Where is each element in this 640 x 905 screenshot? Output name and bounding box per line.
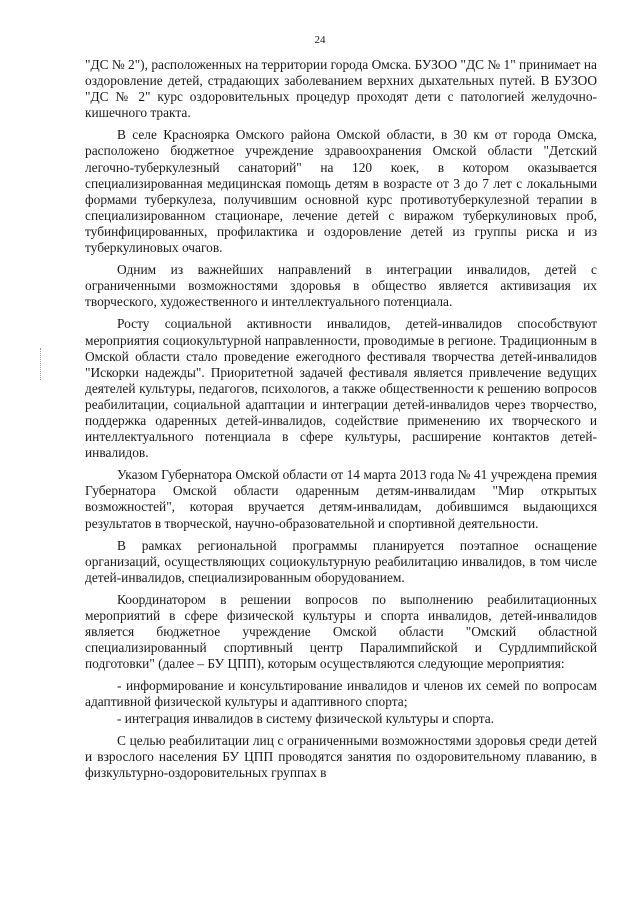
paragraph-festival: Росту социальной активности инвалидов, детей-инвалидов способствуют мероприятия социокультурной направленности, проводимые в регионе. Традиционным в Омской области стало проведение ежегодного фестиваля творчества детей-инвалидов "Искорки надежды". Приоритетной задачей фестиваля является привлечение ведущих деятелей культуры, педагогов, психологов, а также общественности к решению вопросов реабилитации, социальной адаптации и интеграции детей-инвалидов через творчество, поддержка одаренных детей-инвалидов, содействие применению их творческого и интеллектуального потенциала в сфере культуры, расширение контактов детей-инвалидов. bbox=[85, 316, 597, 461]
paragraph-sport-coordinator: Координатором в решении вопросов по выполнению реабилитационных мероприятий в сфере физической культуры и спорта инвалидов, детей-инвалидов является бюджетное учреждение Омской области "Омский областной специализированный спортивный центр Паралимпийской и Сурдлимпийской подготовки" (далее – БУ ЦПП), которым осуществляются следующие мероприятия: bbox=[85, 591, 597, 672]
paragraph-governor-award: Указом Губернатора Омской области от 14 марта 2013 года № 41 учреждена премия Губернатора Омской области одаренным детям-инвалидам "Мир открытых возможностей", которая вручается детям-инвалидам, добившимся выдающихся результатов в творческой, научно-образовательной и спортивной деятельности. bbox=[85, 467, 597, 531]
paragraph-continuation-sanatoriums: "ДС № 2"), расположенных на территории города Омска. БУЗОО "ДС № 1" принимает на оздоровление детей, страдающих заболеванием верхних дыхательных путей. В БУЗОО "ДС № 2" курс оздоровительных процедур проходят дети с патологией желудочно-кишечного тракта. bbox=[85, 57, 597, 121]
paragraph-rehabilitation-swimming: С целью реабилитации лиц с ограниченными возможностями здоровья среди детей и взрослого населения БУ ЦПП проводятся занятия по оздоровительному плаванию, в физкультурно-оздоровительных группах в bbox=[85, 732, 597, 780]
list-item-informing: - информирование и консультирование инвалидов и членов их семей по вопросам адаптивной физической культуры и адаптивного спорта; bbox=[85, 678, 597, 710]
page-number: 24 bbox=[314, 34, 326, 46]
paragraph-regional-program: В рамках региональной программы планируется поэтапное оснащение организаций, осуществляющих социокультурную реабилитацию инвалидов, в том числе детей-инвалидов, специализированным оборудованием. bbox=[85, 537, 597, 585]
document-body bbox=[85, 57, 597, 787]
margin-scan-mark bbox=[40, 348, 44, 380]
paragraph-tuberculosis-sanatorium: В селе Красноярка Омского района Омской области, в 30 км от города Омска, расположено бюджетное учреждение здравоохранения Омской области "Детский легочно-туберкулезный санаторий" на 120 коек, в котором оказывается специализированная медицинская помощь детям в возрасте от 3 до 7 лет с локальными формами туберкулеза, получившим основной курс противотуберкулезной терапии в специализированном стационаре, лечение детей с виражом туберкулиновых проб, тубинфицированных, профилактика и оздоровление детей из группы риска и из туберкулиновых очагов. bbox=[85, 127, 597, 256]
list-item-integration: - интеграция инвалидов в систему физической культуры и спорта. bbox=[117, 710, 495, 726]
paragraph-creative-potential: Одним из важнейших направлений в интеграции инвалидов, детей с ограниченными возможностями здоровья в общество является активизация их творческого, художественного и интеллектуального потенциала. bbox=[85, 262, 597, 310]
